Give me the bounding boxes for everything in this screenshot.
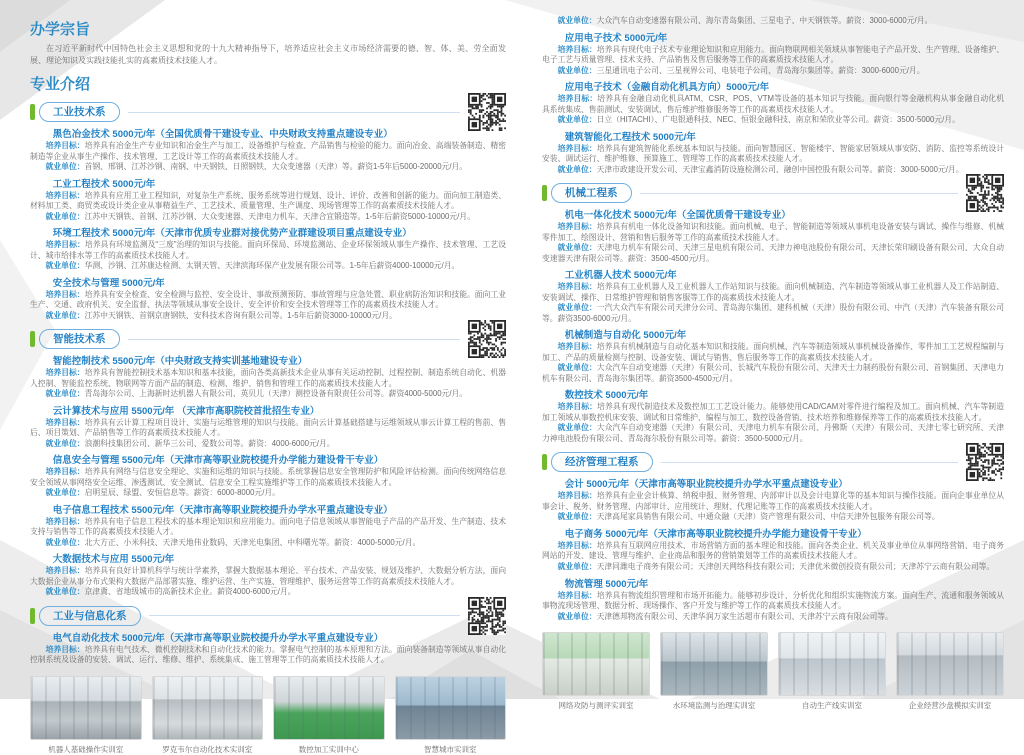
green-bar-icon xyxy=(542,185,547,201)
photo-figure xyxy=(152,676,264,755)
employment-units-label: 就业单位： xyxy=(45,438,85,448)
photo-caption: 企业经营沙盘模拟实训室 xyxy=(908,701,992,711)
training-goal-label: 培养目标： xyxy=(45,467,85,477)
training-room-photo xyxy=(30,676,142,740)
training-goal-text: 培养具有冶金生产专业知识和冶金生产与加工、设备维护与检查、产品销售与检验的能力。面向冶金、高端装备制造、精密制造等企业从事生产操作、技术管理、工艺设计等工作的高素质技术技能人才。 xyxy=(30,141,507,161)
green-bar-icon xyxy=(542,454,547,470)
program-entry xyxy=(542,207,1004,264)
training-goal-text: 培养具有云计算工程项目设计、实施与运维管理的知识与技能。面向云计算基础搭建与运维领域从事云计算工程的售前、售后、项目策划、产品销售等工作的高素质技术技能人才。 xyxy=(30,417,507,438)
photo-caption: 水环境监测与治理实训室 xyxy=(672,701,756,711)
training-goal-text: 培养具有互联网应用技术、市场营销方面的基本理论和技能。面向各类企业、机关及事业单位从事网络营销、电子商务网站的开发、建设、管理与维护、企业商品和服务的营销策划等工作的高素质技术技能人才。 xyxy=(542,540,1005,561)
training-goal xyxy=(542,541,1004,562)
employment-units-label: 就业单位： xyxy=(557,65,597,75)
employment-units xyxy=(542,303,1004,324)
program-entry xyxy=(30,225,506,272)
employment-units-text: 天津市政建设开发公司、天津宝鑫消防设施检测公司、融创中国控股有限公司等。薪资：3000-5000元/月。 xyxy=(596,164,964,174)
employment-units xyxy=(30,212,506,223)
department-section xyxy=(542,451,1004,622)
training-room-photo xyxy=(896,632,1004,696)
employment-units xyxy=(30,587,506,598)
program-title: 物流管理 5000元/年 xyxy=(564,578,649,590)
training-goal-label: 培养目标： xyxy=(557,44,597,54)
employment-units-label: 就业单位： xyxy=(557,115,597,125)
program-title: 信息安全与管理 5500元/年（天津市高等职业院校提升办学能力建设骨干专业） xyxy=(52,455,384,467)
employment-units xyxy=(542,363,1004,384)
photo-caption: 网络攻防与测评实训室 xyxy=(558,701,634,711)
training-goal-label: 培养目标： xyxy=(45,516,85,526)
program-title: 大数据技术与应用 5500元/年 xyxy=(52,554,175,566)
training-goal xyxy=(542,491,1004,512)
training-goal xyxy=(542,222,1004,243)
employment-units-label: 就业单位： xyxy=(557,243,597,253)
training-goal-text: 培养具有安全检查、安全检测与监控、安全设计、事故预测预防、事故管理与应急处置、职业病防治知识和技能。面向工业生产、交通、政府机关、安全监督、执法等领域从事安全设计、安全评价和安全技术管理等工作的高素质技术技能人才。 xyxy=(30,289,507,310)
program-title: 工业工程技术 5000元/年 xyxy=(52,178,156,190)
training-goal-text: 培养具有物流组织管理和市场开拓能力。能够初步设计、分析优化和组织实施物流方案。面向生产、流通和服务领域从事物流现场管理、数据分析、现场操作、客户开发与维护等工作的高素质技术技能人才。 xyxy=(542,590,1005,611)
training-goal-label: 培养目标： xyxy=(45,417,85,427)
employment-units-label: 就业单位： xyxy=(557,16,597,25)
green-bar-icon xyxy=(30,104,35,120)
employment-units xyxy=(30,162,506,173)
training-room-photo xyxy=(778,632,886,696)
training-goal-text: 培养具有工业机器人及工业机器人工作站知识与技能。面向机械制造、汽车制造等领域从事工业机器人及工作站制造、安装调试、操作、日常维护管理和销售客服等工作的高素质技术技能人才。 xyxy=(542,282,1005,302)
program-entry xyxy=(542,526,1004,573)
training-room-photo xyxy=(273,676,385,740)
program-entry xyxy=(542,129,1004,176)
program-entry xyxy=(30,452,506,499)
training-goal-label: 培养目标： xyxy=(45,368,85,378)
training-goal-text: 培养具有电气技术、微机控制技术和自动化技术的能力。掌握电气控制的基本原理和方法。面向装备制造等领域从事自动化控制系统及设备的安装、调试、运行、维修、维护、系统集成、施工管理等工作的高素质技术技能人才。 xyxy=(30,644,507,665)
program-title: 电子商务 5000元/年（天津市高等职业院校提升办学能力建设骨干专业） xyxy=(564,528,867,540)
photo-caption: 智慧城市实训室 xyxy=(424,744,477,754)
program-entry xyxy=(542,327,1004,384)
divider-line xyxy=(128,112,461,113)
employment-units xyxy=(542,66,1004,77)
department-section xyxy=(30,101,506,321)
training-goal-text: 培养具有网络与信息安全理论、实施和运维的知识与技能。系统掌握信息安全管理防护和风险评估检测。面向传统网络信息安全领域从事网络安全运维、渗透测试、安全测试、信息安全工程实施维护等工作的高素质技术技能人才。 xyxy=(30,467,507,487)
department-header xyxy=(30,101,506,123)
photo-row xyxy=(542,632,1004,711)
program-entry xyxy=(542,267,1004,324)
employment-units-label: 就业单位： xyxy=(557,303,597,313)
training-goal-text: 培养具有现代制造技术及数控加工工艺设计能力。能够使用CAD/CAM对零件进行编程及加工。面向机械、汽车等制造加工领域从事数控机床安装、调试和日常维护、编程与加工、数控设备营销、技术培养和维修保养等工作的高素质技术技能人才。 xyxy=(542,402,1004,422)
training-goal-label: 培养目标： xyxy=(557,143,597,153)
department-name: 工业与信息化系 xyxy=(39,606,141,626)
employment-units-text: 大众汽车自动变速器有限公司、海尔青岛集团、三星电子、中天钢铁等。薪资：3000-6000元/月。 xyxy=(596,16,933,25)
employment-units-label: 就业单位： xyxy=(557,561,597,571)
employment-units-text: 大众汽车自动变速器（天津）有限公司、天津电力机车有限公司、丹佛斯（天津）有限公司、天津七零七研究所、天津力神电池股份有限公司、青岛海尔股份有限公司等。薪资：3500-5000元/月。 xyxy=(542,423,1005,443)
program-entry xyxy=(30,502,506,549)
employment-units-text: 浪潮科技集团公司、新华三公司、爱数公司等。薪资：4000-6000元/月。 xyxy=(84,438,335,448)
training-goal xyxy=(30,467,506,488)
training-goal-label: 培养目标： xyxy=(45,566,85,576)
department-name: 机械工程系 xyxy=(551,183,632,203)
training-goal-label: 培养目标： xyxy=(45,644,85,654)
training-goal xyxy=(30,290,506,311)
employment-units xyxy=(542,16,1004,27)
training-goal-text: 培养具有智能控制技术基本知识和基本技能，面向各类高新技术企业从事有关运动控制、过程控制、制造系统自动化、机器人控制、智能监控系统、物联网等方面产品的制造、检测、维护、销售和管理工作的高素质技术技能人才。 xyxy=(30,368,507,388)
employment-units-label: 就业单位： xyxy=(45,587,85,597)
training-goal-text: 培养具有机械制造与自动化基本知识和技能。面向机械、汽车等制造领域从事机械设备操作、零件加工工艺规程编制与加工、产品的质量检测与控制、设备安装、调试与销售、售后服务等工作的高素质技术技能人才。 xyxy=(542,342,1005,362)
department-name: 智能技术系 xyxy=(39,329,120,349)
divider-line xyxy=(149,615,461,616)
program-entry xyxy=(542,476,1004,523)
program-title: 黑色冶金技术 5000元/年（全国优质骨干建设专业、中央财政支持重点建设专业） xyxy=(52,129,393,140)
program-title: 会计 5000元/年（天津市高等职业院校提升办学水平重点建设专业） xyxy=(564,479,848,491)
employment-units-text: 三星通讯电子公司、三星视界公司、电装电子公司、青岛海尔集团等。薪资：3000-6000元/月。 xyxy=(596,65,925,75)
training-goal-label: 培养目标： xyxy=(557,540,597,550)
training-goal xyxy=(30,645,506,666)
program-entry xyxy=(30,630,506,666)
training-goal xyxy=(30,566,506,587)
program-entry xyxy=(30,275,506,322)
employment-units-label: 就业单位： xyxy=(45,211,85,221)
training-goal-text: 培养具有金融自动化机具ATM、CSR、POS、VTM等设备的基本知识与技能。面向银行等金融机构从事金融自动化机具系统集成、售前测试、安装调试、售后维护维修服务等工作的高素质技术技能人才。 xyxy=(542,94,1005,114)
program-title: 应用电子技术（金融自动化机具方向）5000元/年 xyxy=(564,82,770,94)
program-title: 智能控制技术 5500元/年（中央财政支持实训基地建设专业） xyxy=(52,356,308,368)
training-goal xyxy=(542,402,1004,423)
left-column xyxy=(30,12,506,755)
department-header xyxy=(542,182,1004,204)
right-column xyxy=(542,16,1004,711)
employment-units-label: 就业单位： xyxy=(45,389,85,399)
employment-units xyxy=(30,261,506,272)
training-room-photo xyxy=(542,632,650,696)
photo-figure xyxy=(660,632,768,711)
training-goal xyxy=(30,141,506,162)
training-goal-label: 培养目标： xyxy=(45,289,85,299)
qr-code-icon xyxy=(468,320,506,358)
training-goal xyxy=(30,240,506,261)
training-room-photo xyxy=(395,676,507,740)
program-entry xyxy=(542,79,1004,126)
training-room-photo xyxy=(152,676,264,740)
employment-units xyxy=(30,439,506,450)
employment-units-text: 天津电力机车有限公司、天津三星电机有限公司、天津力神电池股份有限公司、天津长荣印刷设备有限公司、大众自动变速器天津有限公司等。薪资：3500-4500元/月。 xyxy=(542,243,1005,263)
employment-units-text: 天津高尾家具销售有限公司、中通众融（天津）资产管理有限公司、中信天津外包服务有限公司等。 xyxy=(596,512,940,522)
qr-code-icon xyxy=(966,443,1004,481)
employment-units-label: 就业单位： xyxy=(557,363,597,373)
employment-units xyxy=(542,115,1004,126)
employment-units xyxy=(542,165,1004,176)
employment-units-label: 就业单位： xyxy=(45,488,85,498)
employment-units-text: 首钢、邢钢、江苏沙钢、南钢、中天钢铁、日照钢铁、大众变速器（天津）等。薪资1-5年后5000-20000元/月。 xyxy=(84,162,468,172)
employment-units-text: 江苏中天钢铁、首钢、江苏沙钢、大众变速器、天津电力机车、天津合宜锻造等。1-5年后薪资5000-10000元/月。 xyxy=(84,211,475,221)
program-title: 数控技术 5000元/年 xyxy=(564,390,649,402)
program-title: 工业机器人技术 5000元/年 xyxy=(564,270,677,282)
qr-code-icon xyxy=(966,174,1004,212)
program-entry xyxy=(30,353,506,400)
employment-units-text: 青岛海尔公司、上海新时达机器人有限公司、英贝儿（天津）测控设备有限责任公司等。薪资4000-5000元/月。 xyxy=(84,389,468,399)
photo-row xyxy=(30,676,506,755)
program-entry xyxy=(542,576,1004,623)
training-goal-text: 培养具有建筑智能化系统基本知识与技能。面向智慧园区、智能楼宇、智能家居领域从事安防、消防、监控等系统设计安装、调试运行、维护维修、预算施工、管理等工作的高素质技术技能人才。 xyxy=(542,143,1005,164)
training-goal xyxy=(30,368,506,389)
program-title: 云计算技术与应用 5500元/年 （天津市高职院校首批招生专业） xyxy=(52,405,320,417)
employment-units xyxy=(542,423,1004,444)
training-goal-label: 培养目标： xyxy=(557,282,597,292)
employment-units-text: 天津德邦物流有限公司、天津华润万家生活超市有限公司、天津苏宁云商有限公司等。 xyxy=(596,611,893,621)
employment-units-text: 北大方正、小米科技、天津天地伟业数码、天津光电集团、中科曙光等。薪资：4000-5000元/月。 xyxy=(84,537,421,547)
employment-units-label: 就业单位： xyxy=(45,261,85,271)
employment-units xyxy=(30,488,506,499)
employment-units-text: 京津冀、省地级城市的高新技术企业。薪资4000-6000元/月。 xyxy=(84,587,296,597)
training-goal xyxy=(30,191,506,212)
training-goal-text: 培养具有环境监测及“三废”治理的知识与技能。面向环保局、环境监测站、企业环保领域从事生产操作、技术管理、工艺设计、城市给排水等工作的高素质技术技能人才。 xyxy=(30,240,507,260)
training-goal-label: 培养目标： xyxy=(557,402,598,412)
employment-units-label: 就业单位： xyxy=(557,423,597,433)
employment-units-text: 大众汽车自动变速器（天津）有限公司、长城汽车股份有限公司、天津天士力制药股份有限公司、首钢集团、天津电力机车有限公司、青岛海尔集团等。薪资3500-4500元/月。 xyxy=(542,363,1005,383)
training-goal-text: 培养具有现代电子技术专业理论知识和应用能力。面向物联网相关领域从事智能电子产品开发、生产管理、设备维护、电子工艺与质量管理、技术支持、产品销售及售后服务等工作的高素质技术技能人才。 xyxy=(542,44,1005,65)
training-goal-text: 培养具有电子信息工程技术的基本理论知识和应用能力。面向电子信息领域从事智能电子产品的产品开发、生产制造、技术支持与销售等工作的高素质技术技能人才。 xyxy=(30,516,507,537)
program-title: 电气自动化技术 5000元/年（天津市高等职业院校提升办学水平重点建设专业） xyxy=(52,632,384,644)
employment-units xyxy=(30,538,506,549)
training-goal xyxy=(542,282,1004,303)
training-goal xyxy=(30,418,506,439)
photo-caption: 数控加工实训中心 xyxy=(298,744,359,754)
training-goal xyxy=(542,144,1004,165)
department-header xyxy=(30,605,506,627)
training-goal-label: 培养目标： xyxy=(45,240,85,250)
department-section xyxy=(542,182,1004,444)
divider-line xyxy=(640,193,959,194)
program-entry xyxy=(30,126,506,173)
training-goal xyxy=(542,342,1004,363)
department-name: 经济管理工程系 xyxy=(551,452,653,472)
program-entry xyxy=(30,403,506,450)
department-name: 工业技术系 xyxy=(39,102,120,122)
employment-units-text: 天津同潍电子商务有限公司；天津创天网络科技有限公司；天津优米微创投资有限公司；天津苏宁云商有限公司等。 xyxy=(596,561,995,571)
employment-units-text: 启明星辰、绿盟、安恒信息等。薪资：6000-8000元/月。 xyxy=(84,488,280,498)
employment-units-text: 华测、沙钢、江苏康达检测、太钢天管、天津滨海环保产业发展有限公司等。1-5年后薪资4000-10000元/月。 xyxy=(84,261,460,271)
program-title: 应用电子技术 5000元/年 xyxy=(564,32,668,44)
intro-body: 在习近平新时代中国特色社会主义思想和党的十九大精神指导下，培养适应社会主义市场经济需要的德、智、体、美、劳全面发展、理论知识及实践技能扎实的高素质技术技能人才。 xyxy=(30,44,506,65)
training-goal-label: 培养目标： xyxy=(557,491,597,501)
training-goal-label: 培养目标： xyxy=(45,141,85,150)
photo-figure xyxy=(542,632,650,711)
qr-code-icon xyxy=(468,93,506,131)
green-bar-icon xyxy=(30,608,35,624)
training-goal-label: 培养目标： xyxy=(557,222,597,232)
employment-units xyxy=(542,562,1004,573)
training-goal-label: 培养目标： xyxy=(557,94,598,104)
training-goal-text: 培养具有良好计算机科学与统计学素养，掌握大数据基本理论、平台技术、产品安装、规划及维护、大数据分析方法，面向大数据企业从事分布式架构大数据产品部署实施、维护运营、生产实施、管理维护、服务运营等工作的高素质技术技能人才。 xyxy=(30,566,507,586)
training-room-photo xyxy=(660,632,768,696)
program-entry xyxy=(542,387,1004,444)
program-title: 电子信息工程技术 5500元/年（天津市高等职业院校提升办学水平重点建设专业） xyxy=(52,504,393,516)
training-goal xyxy=(542,45,1004,66)
training-goal xyxy=(542,94,1004,115)
divider-line xyxy=(661,462,959,463)
photo-caption: 罗克韦尔自动化技术实训室 xyxy=(162,744,253,754)
intro-title: 办学宗旨 xyxy=(30,21,91,38)
program-entry xyxy=(30,176,506,223)
department-section xyxy=(30,605,506,666)
program-entry xyxy=(542,30,1004,77)
program-title: 机械制造与自动化 5000元/年 xyxy=(564,330,687,342)
qr-code-icon xyxy=(468,597,506,635)
photo-caption: 自动生产线实训室 xyxy=(802,701,862,711)
employment-units-label: 就业单位： xyxy=(557,512,597,522)
employment-units-label: 就业单位： xyxy=(557,611,597,621)
program-title: 建筑智能化工程技术 5000元/年 xyxy=(564,131,696,143)
photo-figure xyxy=(30,676,142,755)
photo-figure xyxy=(395,676,507,755)
training-goal-label: 培养目标： xyxy=(45,190,85,200)
program-title: 机电一体化技术 5000元/年（全国优质骨干建设专业） xyxy=(564,210,791,222)
employment-units xyxy=(542,612,1004,623)
employment-units-text: 一汽大众汽车有限公司天津分公司、青岛海尔集团、建科机械（天津）股份有限公司、中汽（天津）汽车装备有限公司等。薪资3500-6000元/月。 xyxy=(542,303,1005,323)
photo-caption: 机器人基础操作实训室 xyxy=(48,744,124,754)
employment-units-label: 就业单位： xyxy=(557,164,597,174)
employment-units xyxy=(30,389,506,400)
training-goal-text: 培养具有企业会计核算、纳税申报、财务管理、内部审计以及会计电算化等的基本知识与操作技能。面向企事业单位从事会计、税务、财务管理、内部审计、应用统计、理财、代理记账等工作的高素质技术技能人才。 xyxy=(542,491,1005,511)
employment-units-label: 就业单位： xyxy=(45,162,85,172)
department-header xyxy=(30,328,506,350)
program-title: 安全技术与管理 5000元/年 xyxy=(52,277,165,289)
photo-figure xyxy=(273,676,385,755)
employment-units xyxy=(542,512,1004,523)
employment-units-label: 就业单位： xyxy=(45,537,85,547)
department-header xyxy=(542,451,1004,473)
training-goal xyxy=(30,517,506,538)
photo-figure xyxy=(778,632,886,711)
photo-figure xyxy=(896,632,1004,711)
employment-units xyxy=(30,311,506,322)
program-title: 环境工程技术 5000元/年（天津市优质专业群对接优势产业群建设项目重点建设专业） xyxy=(52,228,412,240)
training-goal-text: 培养具有机电一体化设备知识和技能。面向机械、电子、智能制造等领域从事机电设备安装与调试、操作与维修、机械零件加工、绘图设计、营销和售后服务等工作的高素质技术技能人才。 xyxy=(542,222,1005,242)
training-goal-label: 培养目标： xyxy=(557,590,597,600)
training-goal xyxy=(542,591,1004,612)
department-section xyxy=(30,328,506,598)
green-bar-icon xyxy=(30,331,35,347)
employment-units-label: 就业单位： xyxy=(45,310,85,320)
majors-title: 专业介绍 xyxy=(30,76,91,93)
employment-units xyxy=(542,243,1004,264)
program-entry xyxy=(30,551,506,598)
divider-line xyxy=(128,339,461,340)
employment-units-text: 日立（HITACHI）、广电银通科技、NEC、恒银金融科技、南京和荣欣业等公司。薪资：3500-5000元/月。 xyxy=(596,115,960,125)
employment-units-text: 江苏中天钢铁、首钢京唐钢铁、安科技术咨询有限公司等。1-5年后薪资3000-10000元/月。 xyxy=(84,310,397,320)
training-goal-label: 培养目标： xyxy=(557,342,597,352)
training-goal-text: 培养具有应用工业工程知识，对复杂生产系统、服务系统等进行规划、设计、评价、改善和创新的能力。面向加工制造类、材料加工类、商贸类或设计类企业从事精益生产、工艺技术、质量管理、生产调度、现场管理等工作的高素质技术技能人才。 xyxy=(30,190,507,211)
